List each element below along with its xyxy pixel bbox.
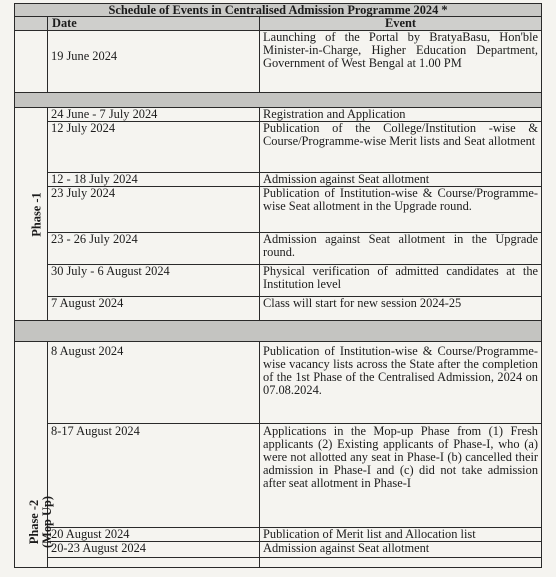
table-row	[15, 173, 542, 187]
row-date: 12 - 18 July 2024	[48, 173, 260, 187]
table-row	[15, 528, 542, 542]
table-row	[15, 297, 542, 321]
intro-date: 19 June 2024	[48, 31, 260, 93]
table-row	[15, 233, 542, 265]
table-title: Schedule of Events in Centralised Admission Programme 2024 *	[15, 4, 542, 17]
row-date: 8-17 August 2024	[48, 424, 260, 528]
row-date: 7 August 2024	[48, 297, 260, 321]
phase-1-label-cell	[15, 108, 48, 321]
row-event: Publication of Institution-wise & Course/Programme-wise vacancy lists across the State after the completion of the 1st Phase of the Centralised Admission, 2024 on 07.08.2024.	[260, 342, 542, 424]
row-date: 23 July 2024	[48, 187, 260, 233]
phase-2-label-line2: (Mop Up)	[39, 496, 54, 548]
table-row	[15, 187, 542, 233]
phase-2-label-cell	[15, 342, 54, 568]
row-date: 30 July - 6 August 2024	[48, 265, 260, 297]
intro-row	[15, 31, 542, 93]
schedule-table	[14, 3, 542, 568]
row-event: Publication of the College/Institution -wise & Course/Programme-wise Merit lists and Seat allotment	[260, 122, 542, 173]
row-event: Applications in the Mop-up Phase from (1) Fresh applicants (2) Existing applicants of Phase-I, who (a) were not allotted any seat in Phase-I (b) cancelled their admission in Phase-I and (c) did not take admission after seat allotment in Phase-I	[260, 424, 542, 528]
table-row-partial	[15, 558, 542, 568]
table-row	[15, 342, 542, 424]
phase-2-label-line1: Phase -2	[26, 499, 41, 545]
section-divider	[15, 321, 542, 342]
row-date: 23 - 26 July 2024	[48, 233, 260, 265]
phase-1-label: Phase -1	[29, 191, 44, 237]
row-date: 20 August 2024	[48, 528, 260, 542]
title-row	[15, 4, 542, 17]
table-row	[15, 424, 542, 528]
row-date: 12 July 2024	[48, 122, 260, 173]
column-header-date: Date	[48, 17, 260, 31]
row-event: Admission against Seat allotment in the Upgrade round.	[260, 233, 542, 265]
header-row	[15, 17, 542, 31]
table-row	[15, 542, 542, 558]
row-event: Publication of Merit list and Allocation list	[260, 528, 542, 542]
table-row	[15, 108, 542, 122]
intro-event: Launching of the Portal by BratyaBasu, Hon'ble Minister-in-Charge, Higher Education Department, Government of West Bengal at 1.00 PM	[260, 31, 542, 93]
row-event: Admission against Seat allotment	[260, 542, 542, 558]
row-date: 8 August 2024	[48, 342, 260, 424]
row-date: 24 June - 7 July 2024	[48, 108, 260, 122]
row-event: Admission against Seat allotment	[260, 173, 542, 187]
table-row	[15, 265, 542, 297]
row-event: Registration and Application	[260, 108, 542, 122]
row-event: Publication of Institution-wise & Course/Programme-wise Seat allotment in the Upgrade round.	[260, 187, 542, 233]
row-event: Class will start for new session 2024-25	[260, 297, 542, 321]
column-header-event: Event	[260, 17, 542, 31]
section-divider	[15, 93, 542, 108]
row-date: 20-23 August 2024	[48, 542, 260, 558]
row-event: Physical verification of admitted candidates at the Institution level	[260, 265, 542, 297]
table-row	[15, 122, 542, 173]
phase-2-label	[28, 496, 54, 548]
